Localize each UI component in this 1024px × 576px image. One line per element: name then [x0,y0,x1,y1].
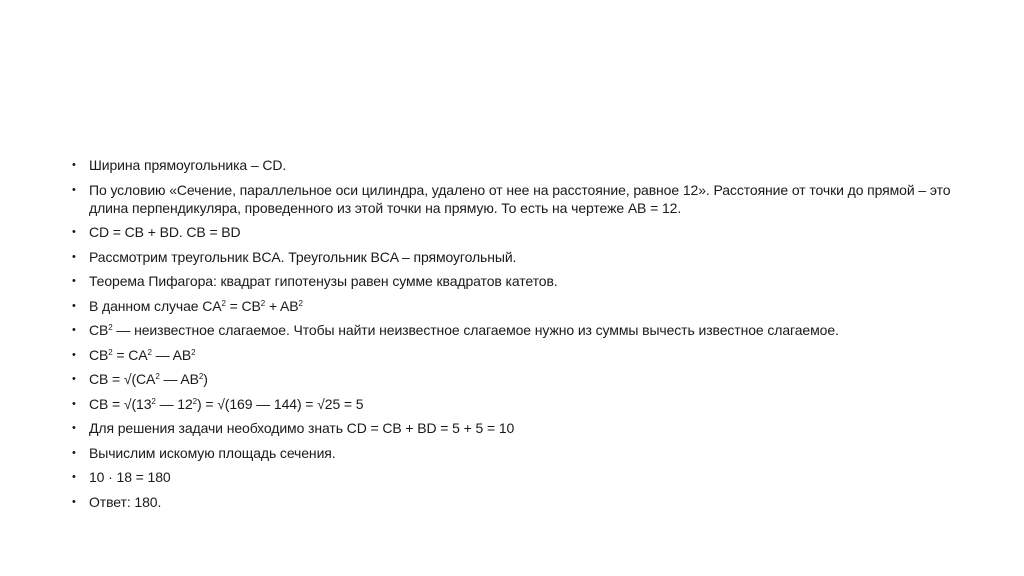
bullet-item-cb-value [72,395,972,413]
exponent: 2 [155,372,160,381]
formula-part: CB = √(CA [89,371,156,387]
bullet-dot-icon: • [72,275,76,287]
bullet-text: Для решения задачи необходимо знать CD = CB + BD = 5 + 5 = 10 [89,420,515,436]
formula-part: — 12 [155,395,193,412]
formula-text [89,298,303,314]
bullet-dot-icon: • [72,250,76,263]
bullet-item-triangle [72,248,972,266]
formula-part: CB = √(13 [89,395,152,412]
exponent: 2 [198,372,204,381]
bullet-dot-icon: • [72,348,76,361]
formula-text [89,396,363,412]
bullet-text: По условию «Сечение, параллельное оси цилиндра, удалено от нее на расстояние, равное 12». Расстояние от точки до прямой – это длина перпендикуляра, проведенного из этой точки на прямую. То есть на чертеже AB = 12. [89,181,951,216]
bullet-text: Ширина прямоугольника – CD. [89,157,287,173]
exponent: 2 [151,396,156,406]
formula-part: CB [89,346,109,363]
formula-part: ) = √(169 — 144) = √25 = 5 [197,395,364,412]
bullet-item-formula-case [72,297,972,315]
formula-part: В данном случае CA [89,297,222,314]
bullet-dot-icon: • [72,159,76,171]
bullet-list [72,156,972,517]
bullet-item-cd-value [72,419,972,437]
bullet-item-cb-root [72,370,972,388]
bullet-dot-icon: • [72,373,76,385]
bullet-text: Ответ: 180. [89,493,162,510]
bullet-item-answer [72,493,972,511]
bullet-dot-icon: • [72,471,76,483]
bullet-dot-icon: • [72,299,76,312]
bullet-text: 10 · 18 = 180 [89,469,171,485]
formula-part: — AB [159,371,199,387]
exponent: 2 [298,298,303,308]
exponent: 2 [108,323,113,332]
bullet-dot-icon: • [72,422,76,434]
bullet-dot-icon: • [72,183,76,196]
exponent: 2 [192,396,197,406]
formula-text [89,371,208,387]
bullet-item-cb-squared [72,346,972,364]
bullet-item-product [72,468,972,486]
formula-part: — неизвестное слагаемое. Чтобы найти неизвестное слагаемое нужно из суммы вычесть известное слагаемое. [112,322,839,338]
formula-part: = CA [112,346,148,363]
bullet-dot-icon: • [72,495,76,508]
formula-text [89,347,195,363]
bullet-text: Вычислим искомую площадь сечения. [89,444,336,461]
bullet-item-cd-sum [72,223,972,241]
exponent: 2 [108,347,113,357]
formula-part: + AB [265,297,299,314]
bullet-text: Теорема Пифагора: квадрат гипотенузы равен сумме квадратов катетов. [89,273,558,289]
exponent: 2 [221,298,226,308]
exponent: 2 [147,347,152,357]
formula-part: ) [203,371,208,387]
bullet-item-unknown-term [72,321,972,339]
bullet-dot-icon: • [72,446,76,459]
formula-text [89,322,839,338]
exponent: 2 [191,347,196,357]
formula-part: CB [89,322,109,338]
bullet-text: CD = CB + BD. CB = BD [89,224,241,240]
bullet-item-width [72,156,972,174]
bullet-dot-icon: • [72,324,76,336]
formula-part: — AB [151,346,192,363]
bullet-text: Рассмотрим треугольник BCA. Треугольник BCA – прямоугольный. [89,248,517,265]
bullet-item-pythagoras [72,272,972,290]
bullet-item-compute-area [72,444,972,462]
bullet-dot-icon: • [72,397,76,410]
formula-part: = CB [225,297,261,314]
bullet-item-condition [72,181,972,217]
bullet-dot-icon: • [72,226,76,238]
exponent: 2 [260,298,266,308]
